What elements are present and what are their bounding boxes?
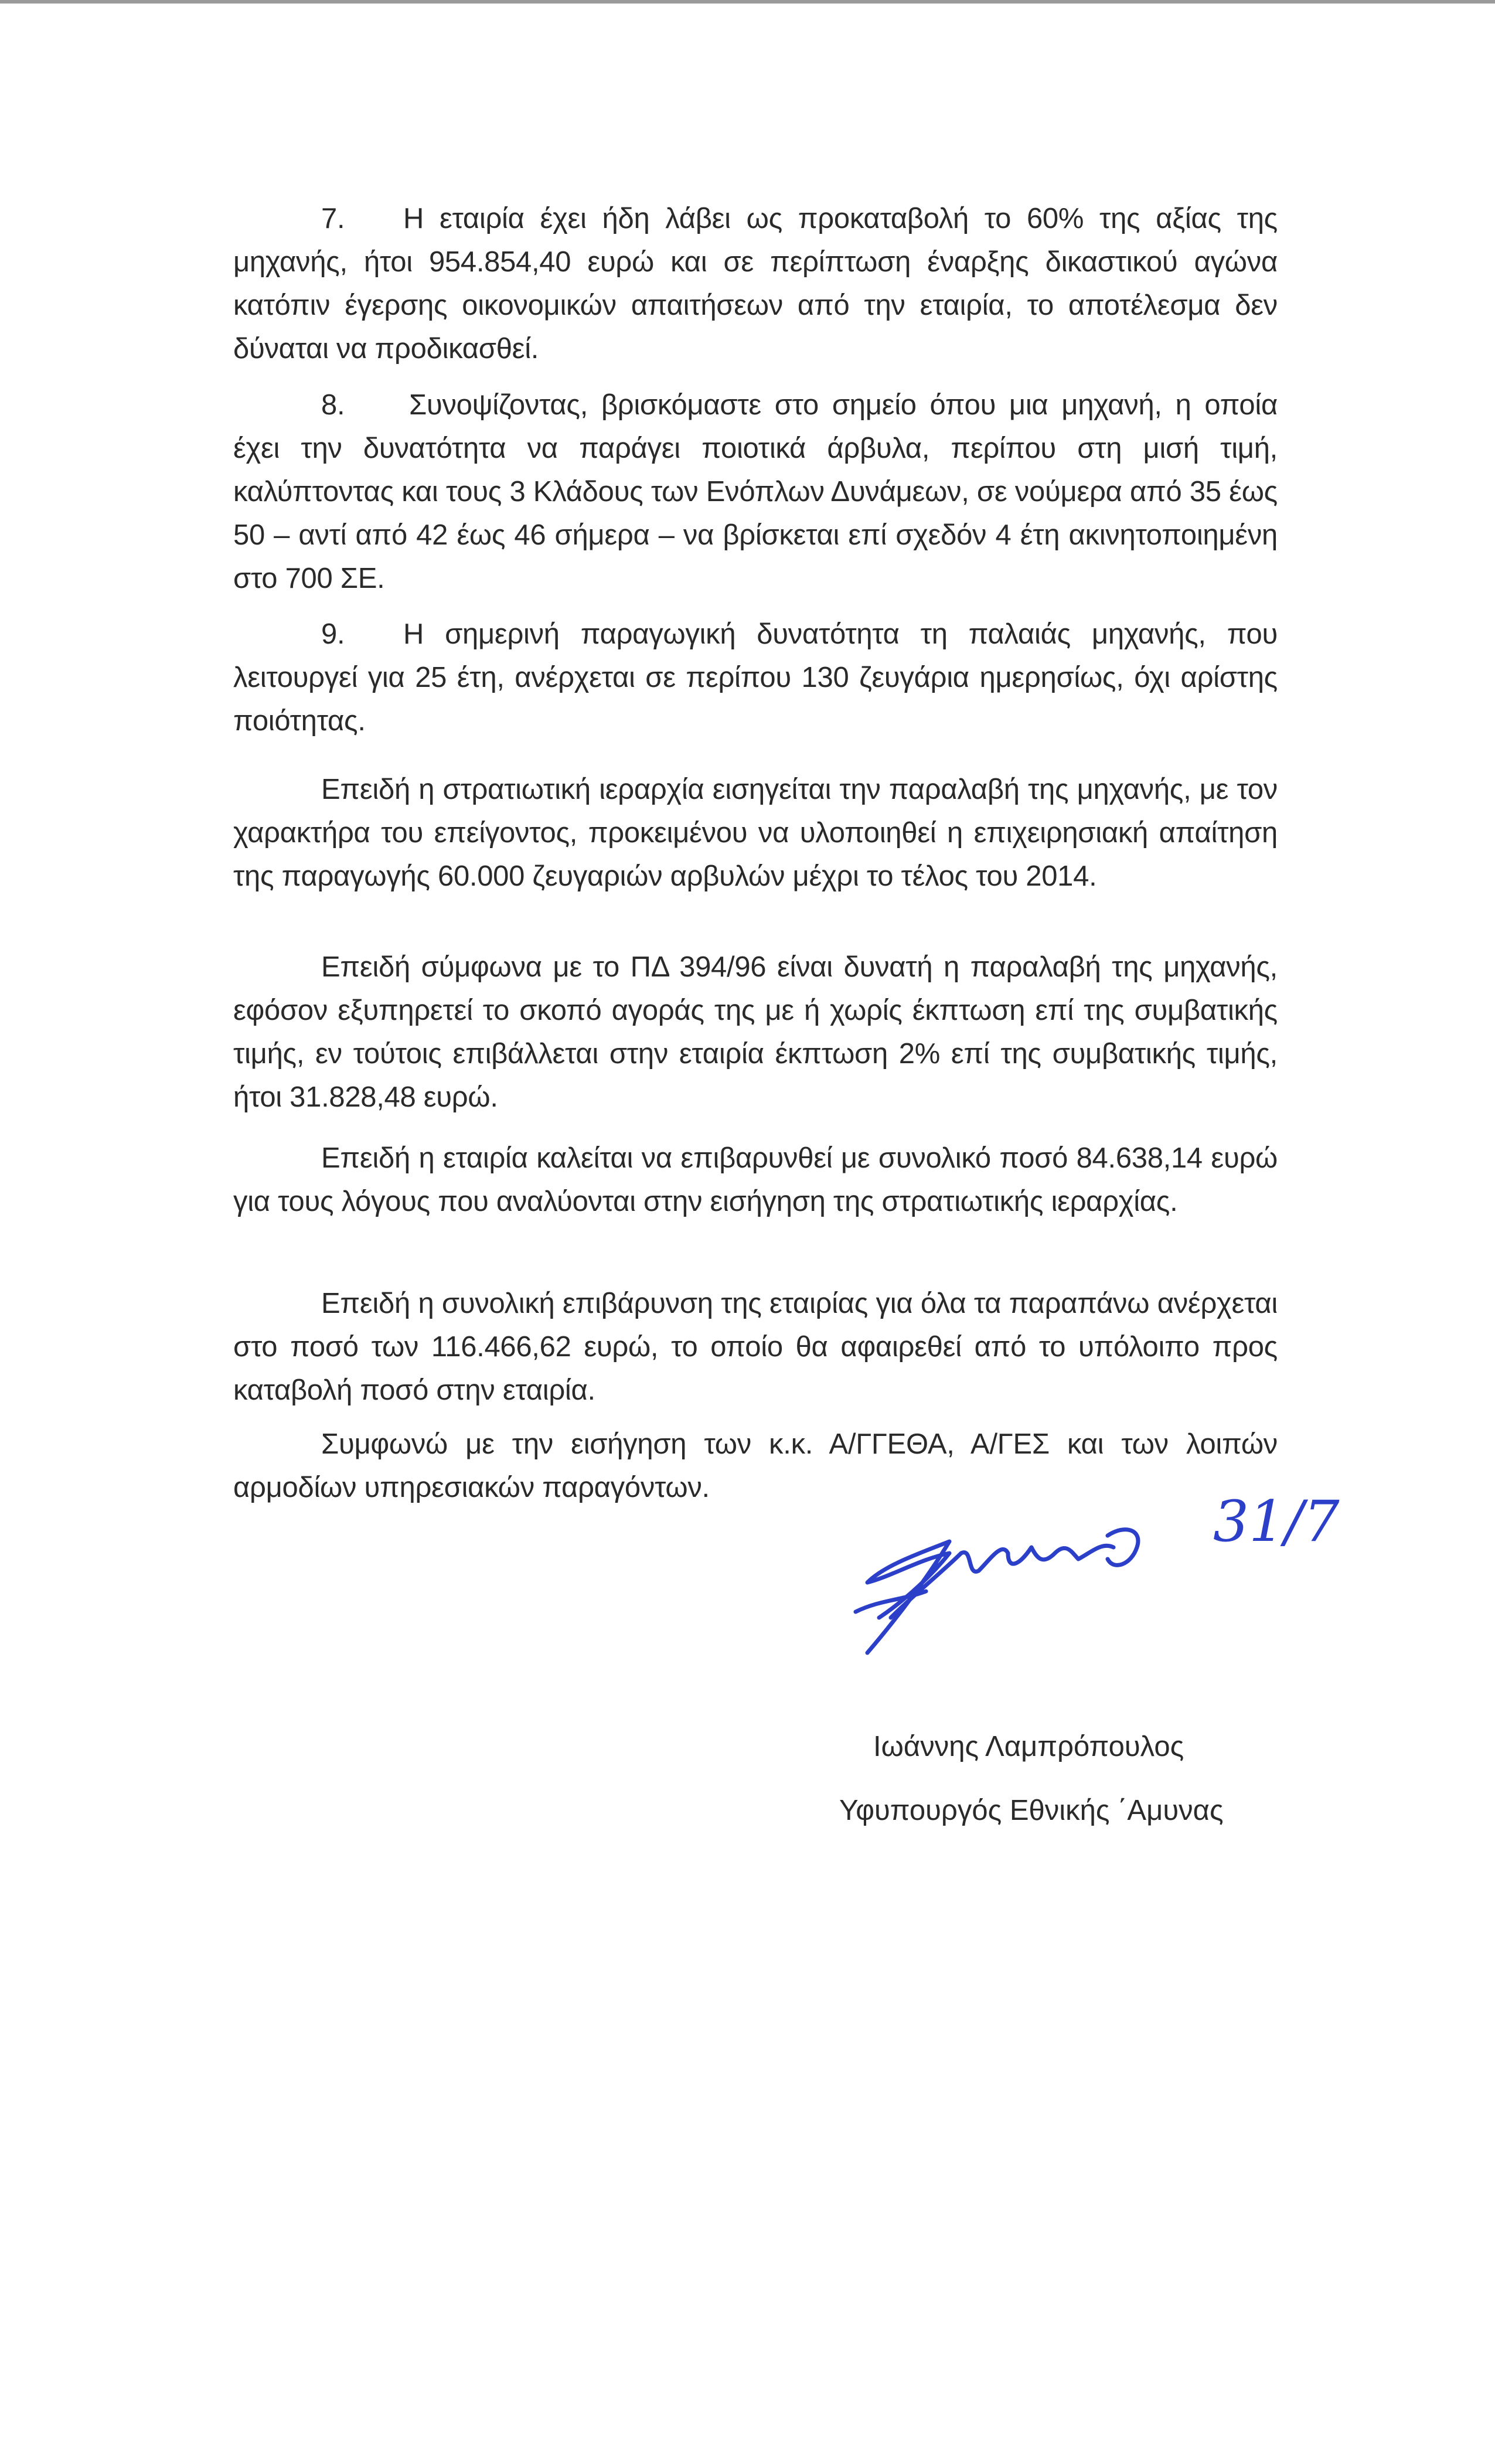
signatory-title: Υφυπουργός Εθνικής ΄Αμυνας [839,1795,1224,1826]
paragraph-text: Συνοψίζοντας, βρισκόμαστε στο σημείο όπου μια μηχανή, η οποία έχει την δυνατότητα να παράγει ποιοτικά άρβυλα, περίπου στη μισή τιμή, καλύπτοντας και τους 3 Κλάδους των Ενόπλων Δυνάμεων, σε νούμερα από 35 έως 50 – αντί από 42 έως 46 σήμερα – να βρίσκεται επί σχεδόν 4 έτη ακινητοποιημένη στο 700 ΣΕ. [233,389,1278,594]
handwritten-date: 31/7 [1213,1489,1340,1554]
paragraph-whereas-3: Επειδή η εταιρία καλείται να επιβαρυνθεί με συνολικό ποσό 84.638,14 ευρώ για τους λόγους που αναλύονται στην εισήγηση της στρατιωτικής ιεραρχίας. [233,1142,1278,1217]
paragraph-number: 7. [321,203,345,234]
paragraph-number: 8. [321,389,345,421]
paragraph-whereas-4: Επειδή η συνολική επιβάρυνση της εταιρίας για όλα τα παραπάνω ανέρχεται στο ποσό των 116.466,62 ευρώ, το οποίο θα αφαιρεθεί από το υπόλοιπο προς καταβολή ποσό στην εταιρία. [233,1288,1278,1406]
paragraph-8 [233,383,1278,600]
paragraph-agreement: Συμφωνώ με την εισήγηση των κ.κ. Α/ΓΓΕΘΑ, Α/ΓΕΣ και των λοιπών αρμοδίων υπηρεσιακών παραγόντων. [233,1428,1278,1503]
paragraph-whereas-1: Επειδή η στρατιωτική ιεραρχία εισηγείται την παραλαβή της μηχανής, με τον χαρακτήρα του επείγοντος, προκειμένου να υλοποιηθεί η επιχειρησιακή απαίτηση της παραγωγής 60.000 ζευγαριών αρβυλών μέχρι το τέλος του 2014. [233,774,1278,892]
paragraph-7 [233,197,1278,370]
handwritten-signature [832,1465,1207,1676]
paragraph-text: Η εταιρία έχει ήδη λάβει ως προκαταβολή το 60% της αξίας της μηχανής, ήτοι 954.854,40 ευρώ και σε περίπτωση έναρξης δικαστικού αγώνα κατόπιν έγερσης οικονομικών απαιτήσεων από την εταιρία, το αποτέλεσμα δεν δύναται να προδικασθεί. [233,203,1278,365]
signatory-name: Ιωάννης Λαμπρόπουλος [873,1731,1184,1762]
scan-edge [0,0,1495,4]
paragraph-text: Η σημερινή παραγωγική δυνατότητα τη παλαιάς μηχανής, που λειτουργεί για 25 έτη, ανέρχεται σε περίπου 130 ζευγάρια ημερησίως, όχι αρίστης ποιότητας. [233,618,1278,737]
paragraph-9 [233,612,1278,743]
paragraph-whereas-2: Επειδή σύμφωνα με το ΠΔ 394/96 είναι δυνατή η παραλαβή της μηχανής, εφόσον εξυπηρετεί το σκοπό αγοράς της με ή χωρίς έκπτωση επί της συμβατικής τιμής, εν τούτοις επιβάλλεται στην εταιρία έκπτωση 2% επί της συμβατικής τιμής, ήτοι 31.828,48 ευρώ. [233,951,1278,1113]
paragraph-number: 9. [321,618,345,650]
